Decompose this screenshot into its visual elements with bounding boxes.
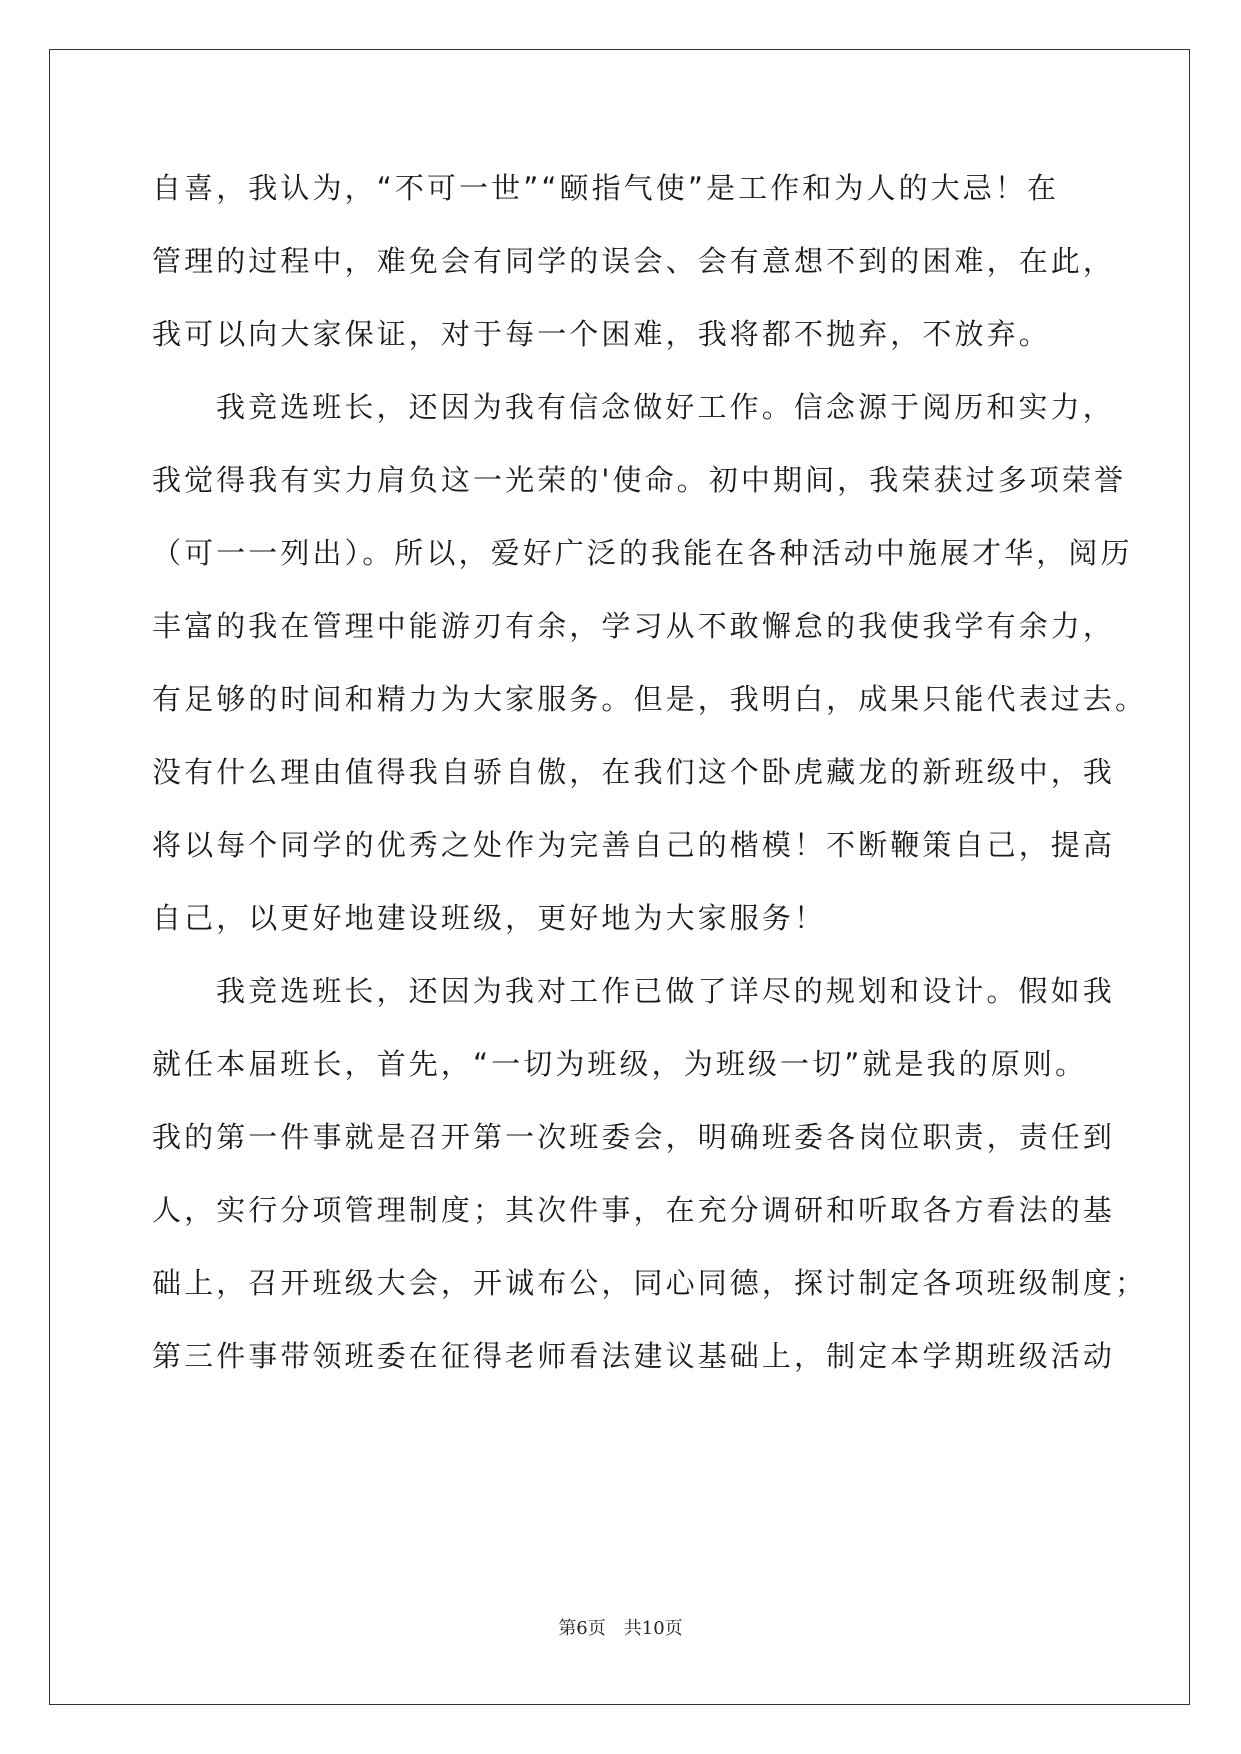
text-line: 我竞选班长，还因为我对工作已做了详尽的规划和设计。假如我 [216, 974, 1115, 1008]
page-footer [0, 1614, 1241, 1640]
text-line: 自己，以更好地建设班级，更好地为大家服务！ [152, 901, 827, 935]
text-line: 将以每个同学的优秀之处作为完善自己的楷模！不断鞭策自己，提高 [152, 828, 1116, 862]
text-line: 没有什么理由值得我自骄自傲，在我们这个卧虎藏龙的新班级中，我 [152, 755, 1116, 789]
text-line: 就任本届班长，首先，“一切为班级，为班级一切”就是我的原则。 [152, 1047, 1088, 1081]
page-number: 第6页 [558, 1618, 606, 1639]
text-line: 础上，召开班级大会，开诚布公，同心同德，探讨制定各项班级制度； [152, 1266, 1148, 1300]
text-line: （可一一列出）。所以，爱好广泛的我能在各种活动中施展才华，阅历 [152, 536, 1133, 570]
page-total: 共10页 [623, 1618, 683, 1639]
text-line: 第三件事带领班委在征得老师看法建议基础上，制定本学期班级活动 [152, 1339, 1116, 1373]
text-line: 我可以向大家保证，对于每一个困难，我将都不抛弃，不放弃。 [152, 317, 1051, 351]
text-line: 自喜，我认为，“不可一世”“颐指气使”是工作和为人的大忌！在 [152, 171, 1060, 205]
text-line: 丰富的我在管理中能游刃有余，学习从不敢懈怠的我使我学有余力， [152, 609, 1116, 643]
text-line: 我觉得我有实力肩负这一光荣的'使命。初中期间，我荣获过多项荣誉 [152, 463, 1127, 497]
text-line: 我竞选班长，还因为我有信念做好工作。信念源于阅历和实力， [216, 390, 1115, 424]
text-line: 管理的过程中，难免会有同学的误会、会有意想不到的困难，在此， [152, 244, 1116, 278]
text-line: 有足够的时间和精力为大家服务。但是，我明白，成果只能代表过去。 [152, 682, 1148, 716]
document-body [152, 152, 1148, 1393]
text-line: 人，实行分项管理制度；其次件事，在充分调研和听取各方看法的基 [152, 1193, 1116, 1227]
text-line: 我的第一件事就是召开第一次班委会，明确班委各岗位职责，责任到 [152, 1120, 1116, 1154]
